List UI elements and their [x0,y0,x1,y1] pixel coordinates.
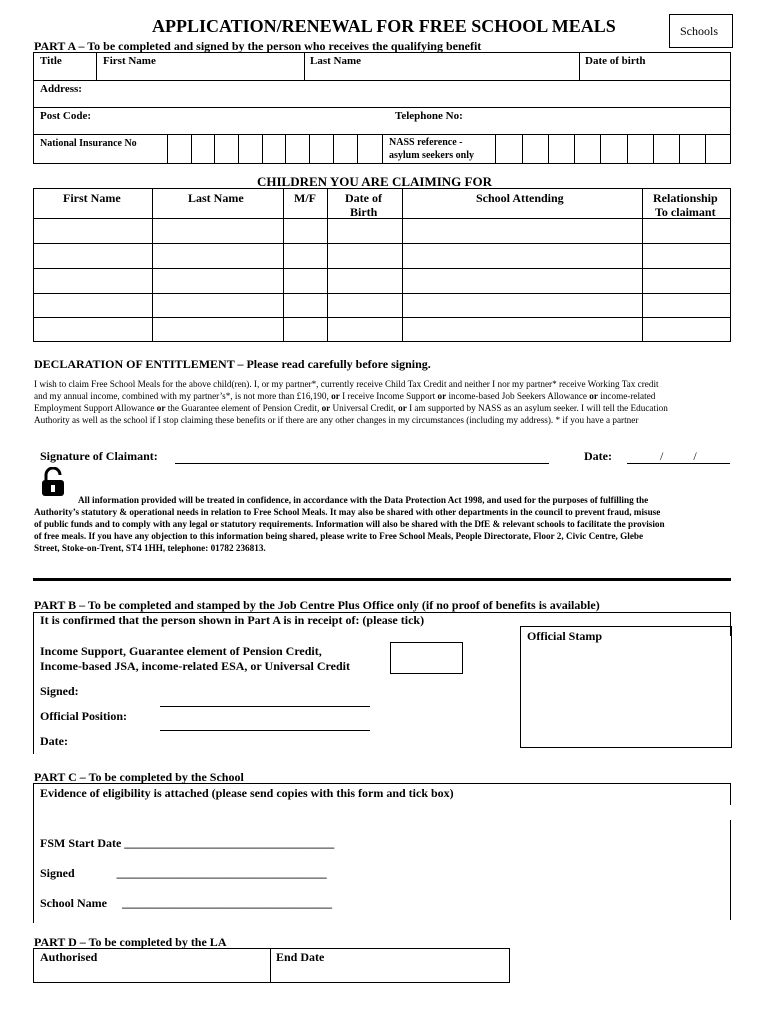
part-c-evidence: Evidence of eligibility is attached (please send copies with this form and tick box) [40,786,454,800]
children-col-mf: M/F [294,191,316,205]
declaration-line-3: Employment Support Allowance or the Guarantee element of Pension Credit, or Universal Credit, or I am supported by NASS as an asylum seeker. I will tell the Education [34,403,668,413]
date-slashes: / / [660,449,697,463]
title-label: Title [40,55,62,67]
children-row[interactable] [34,318,730,341]
part-d-table [33,948,510,983]
telephone-label: Telephone No: [395,110,463,122]
date-label: Date: [584,449,612,463]
part-b-confirm: It is confirmed that the person shown in Part A is in receipt of: (please tick) [40,613,425,627]
benefit-tick-box[interactable] [390,642,463,674]
first-name-label: First Name [103,55,156,67]
address-label: Address: [40,83,82,95]
privacy-line-1: All information provided will be treated in confidence, in accordance with the Data Protection Act 1998, and used for the purposes of fulfilling the [78,495,649,505]
privacy-line-5: Street, Stoke-on-Trent, ST4 1HH, telephone: 01782 236813. [34,543,266,553]
privacy-line-4: of free meals. If you have any objection to this information being shared, please write to Free School Meals, People Directorate, Floor 2, Civic Centre, Glebe [34,531,644,541]
privacy-line-3: of public funds and to comply with any legal or statutory requirements. Information will also be shared with the DfE & relevant schools to facilitate the provision [34,519,665,529]
declaration-line-1: I wish to claim Free School Meals for the above child(ren). I, or my partner*, currently receive Child Tax Credit and neither I nor my partner* receive Working Tax credit [34,379,659,389]
children-col-first-name: First Name [63,191,121,205]
dob-field[interactable] [582,67,732,81]
children-heading: CHILDREN YOU ARE CLAIMING FOR [257,174,492,189]
postcode-field[interactable] [100,110,384,132]
children-col-relationship-2: To claimant [655,205,716,219]
part-d-heading: PART D – To be completed by the LA [34,935,227,949]
part-b-position-label: Official Position: [40,709,127,723]
children-col-school: School Attending [476,191,564,205]
last-name-field[interactable] [307,67,581,81]
first-name-field[interactable] [99,67,305,81]
part-b-signed-line[interactable] [160,706,370,707]
children-col-last-name: Last Name [188,191,244,205]
part-b-heading: PART B – To be completed and stamped by the Job Centre Plus Office only (if no proof of benefits is available) [34,598,600,612]
schools-label: Schools [680,24,719,38]
postcode-label: Post Code: [40,110,92,122]
form-title: APPLICATION/RENEWAL FOR FREE SCHOOL MEALS [152,16,616,36]
children-row[interactable] [34,244,730,267]
part-d-authorised: Authorised [40,950,98,964]
nass-label-2: asylum seekers only [389,150,474,161]
part-b-benefits-2: Income-based JSA, income-related ESA, or Universal Credit [40,659,350,673]
part-d-end-date: End Date [276,950,325,964]
children-col-dob-1: Date of [345,191,382,205]
part-b-date-label: Date: [40,734,68,748]
section-divider [33,578,731,581]
part-a-heading: PART A – To be completed and signed by the person who receives the qualifying benefit [34,39,482,53]
part-c-fsm-start[interactable]: FSM Start Date ___________________________________ [40,836,335,850]
part-b-benefits-1: Income Support, Guarantee element of Pension Credit, [40,644,322,658]
children-row[interactable] [34,269,730,292]
official-stamp-label: Official Stamp [527,629,602,643]
part-b-signed-label: Signed: [40,684,79,698]
children-col-relationship-1: Relationship [653,191,718,205]
telephone-field[interactable] [470,110,729,132]
declaration-line-4: Authority as well as the school if I stop claiming these benefits or if there are any other changes in my circumstances (including my address). * if you have a partner [34,415,639,425]
last-name-label: Last Name [310,55,362,67]
signature-label: Signature of Claimant: [40,449,158,463]
address-field[interactable] [92,83,731,105]
declaration-line-2: and my annual income, combined with my partner’s*, is not more than £16,190, or I receive Income Support or income-based Job Seekers Allowance or income-related [34,391,656,401]
ni-label: National Insurance No [40,138,137,149]
part-b-position-line[interactable] [160,730,370,731]
part-c-signed[interactable]: Signed ___________________________________ [40,866,327,880]
nass-label-1: NASS reference - [389,137,463,148]
part-c-school-name[interactable]: School Name ___________________________________ [40,896,332,910]
children-col-dob-2: Birth [350,205,378,219]
children-row[interactable] [34,219,730,242]
signature-line[interactable] [175,463,549,464]
privacy-line-2: Authority’s statutory & operational needs in relation to Free School Meals. It may also be shared with other departments in the council to prevent fraud, misuse [34,507,661,517]
declaration-heading: DECLARATION OF ENTITLEMENT – Please read carefully before signing. [34,357,431,371]
children-row[interactable] [34,294,730,316]
title-field[interactable] [36,67,98,81]
dob-label: Date of birth [585,55,646,67]
part-c-heading: PART C – To be completed by the School [34,770,244,784]
official-stamp-box [520,626,732,748]
padlock-icon [40,467,66,497]
